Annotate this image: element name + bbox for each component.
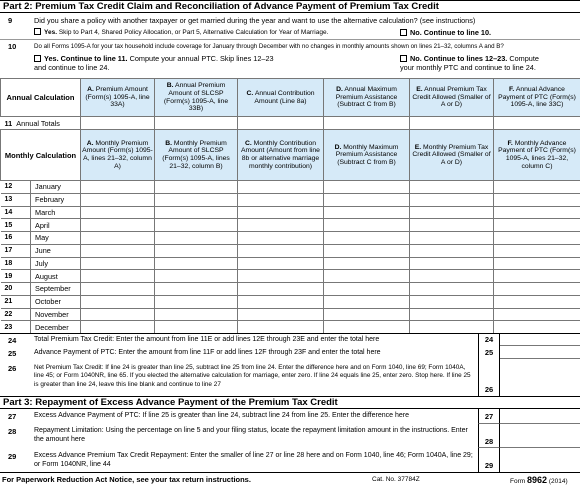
month-col-d-input[interactable]: [324, 193, 410, 206]
month-col-b-input[interactable]: [155, 193, 238, 206]
month-name: February: [31, 193, 81, 206]
month-col-c-input[interactable]: [238, 295, 324, 308]
divider: [0, 39, 580, 40]
month-col-a-input[interactable]: [81, 257, 155, 270]
month-line-number: 15: [1, 219, 31, 232]
annual-col-e-header: E. Annual Premium Tax Credit Allowed (Smaller of A or D): [410, 79, 494, 117]
form-year: (2014): [548, 478, 568, 485]
line29-number: 29: [8, 452, 17, 461]
month-col-e-input[interactable]: [410, 283, 494, 296]
month-name: June: [31, 244, 81, 257]
monthly-row: [1, 321, 580, 334]
month-col-c-input[interactable]: [238, 193, 324, 206]
month-col-e-input[interactable]: [410, 181, 494, 194]
month-col-e-input[interactable]: [410, 257, 494, 270]
month-col-f-input[interactable]: [494, 193, 580, 206]
month-col-a-input[interactable]: [81, 219, 155, 232]
month-col-e-input[interactable]: [410, 219, 494, 232]
month-col-a-input[interactable]: [81, 193, 155, 206]
month-col-c-input[interactable]: [238, 308, 324, 321]
part2-header: [0, 0, 580, 13]
line26-input[interactable]: [500, 359, 580, 396]
line24-text: Total Premium Tax Credit: Enter the amount from line 11E or add lines 12E through 23E and enter the total here: [34, 336, 380, 343]
monthly-col-a-header: A. Monthly Premium Amount (Form(s) 1095-A, lines 21–32, column A): [81, 130, 155, 181]
month-name: August: [31, 270, 81, 283]
month-col-f-input[interactable]: [494, 206, 580, 219]
line28-number: 28: [8, 427, 17, 436]
line10-no-checkbox[interactable]: [400, 55, 407, 62]
line9-yes-text: Skip to Part 4, Shared Policy Allocation, or Part 5, Alternative Calculation for Year of Marriage.: [58, 29, 329, 36]
monthly-col-f-header: F. Monthly Advance Payment of PTC (Form(s) 1095-A, lines 21–32, column C): [494, 130, 580, 181]
month-col-f-input[interactable]: [494, 283, 580, 296]
month-col-c-input[interactable]: [238, 219, 324, 232]
line11-e-input[interactable]: [410, 117, 494, 130]
annual-col-c-header: C. Annual Contribution Amount (Line 8a): [238, 79, 324, 117]
annual-calculation-table: [0, 78, 580, 130]
line27-input[interactable]: [500, 409, 580, 424]
month-col-b-input[interactable]: [155, 206, 238, 219]
line10-yes-option[interactable]: [34, 54, 364, 72]
month-line-number: 23: [1, 321, 31, 334]
line9-no-checkbox[interactable]: [400, 29, 407, 36]
month-line-number: 21: [1, 295, 31, 308]
line29-text: Excess Advance Premium Tax Credit Repayment: Enter the smaller of line 27 or line 28 here and on Form 1040, line 46; Form 1040A, line 29; or Form 1040NR, line 44: [34, 452, 473, 468]
monthly-row: [1, 270, 580, 283]
month-col-d-input[interactable]: [324, 232, 410, 245]
part3-header: [0, 396, 580, 409]
month-col-d-input[interactable]: [324, 295, 410, 308]
month-col-a-input[interactable]: [81, 244, 155, 257]
monthly-col-d-header: D. Monthly Maximum Premium Assistance (Subtract C from B): [324, 130, 410, 181]
line24-box-label: 24: [478, 333, 500, 346]
month-col-b-input[interactable]: [155, 219, 238, 232]
line10-no-text: Compute: [509, 54, 539, 63]
month-line-number: 18: [1, 257, 31, 270]
month-name: May: [31, 232, 81, 245]
month-col-f-input[interactable]: [494, 321, 580, 334]
line9-no-option[interactable]: [400, 28, 578, 37]
month-name: April: [31, 219, 81, 232]
monthly-row: [1, 181, 580, 194]
monthly-row: [1, 206, 580, 219]
month-name: September: [31, 283, 81, 296]
line10-no-label: No. Continue to lines 12–23.: [410, 54, 508, 63]
month-col-b-input[interactable]: [155, 295, 238, 308]
month-name: January: [31, 181, 81, 194]
month-col-c-input[interactable]: [238, 257, 324, 270]
line27-text: Excess Advance Payment of PTC: If line 25 is greater than line 24, subtract line 24 from line 25. Enter the difference here: [34, 412, 409, 419]
line11-f-input[interactable]: [494, 117, 580, 130]
line25-input[interactable]: [500, 346, 580, 359]
month-col-a-input[interactable]: [81, 206, 155, 219]
month-col-d-input[interactable]: [324, 206, 410, 219]
month-col-f-input[interactable]: [494, 232, 580, 245]
month-col-b-input[interactable]: [155, 283, 238, 296]
line9-number: 9: [8, 16, 13, 25]
paperwork-notice: For Paperwork Reduction Act Notice, see your tax return instructions.: [2, 475, 251, 484]
month-col-d-input[interactable]: [324, 244, 410, 257]
month-col-c-input[interactable]: [238, 206, 324, 219]
month-col-a-input[interactable]: [81, 181, 155, 194]
month-name: December: [31, 321, 81, 334]
month-col-a-input[interactable]: [81, 295, 155, 308]
line25-number: 25: [8, 349, 17, 358]
monthly-calculation-table: [0, 129, 580, 334]
line9-yes-checkbox[interactable]: [34, 28, 41, 35]
month-col-e-input[interactable]: [410, 206, 494, 219]
line10-yes-text: Compute your annual PTC. Skip lines 12–23: [129, 54, 274, 63]
monthly-row: [1, 219, 580, 232]
part2-title: Part 2: Premium Tax Credit Claim and Reconciliation of Advance Payment of Premium Tax Credit: [3, 1, 439, 12]
month-col-e-input[interactable]: [410, 193, 494, 206]
month-col-b-input[interactable]: [155, 244, 238, 257]
month-col-a-input[interactable]: [81, 283, 155, 296]
month-col-a-input[interactable]: [81, 321, 155, 334]
monthly-row: [1, 244, 580, 257]
month-col-e-input[interactable]: [410, 308, 494, 321]
month-col-d-input[interactable]: [324, 321, 410, 334]
month-name: November: [31, 308, 81, 321]
month-col-b-input[interactable]: [155, 181, 238, 194]
line9-yes-option[interactable]: [34, 28, 404, 37]
month-col-f-input[interactable]: [494, 219, 580, 232]
line11-number: 11: [4, 118, 13, 128]
line11-label-cell: [1, 117, 81, 130]
month-col-d-input[interactable]: [324, 270, 410, 283]
month-line-number: 14: [1, 206, 31, 219]
monthly-col-b-header: B. Monthly Premium Amount of SLCSP (Form(s) 1095-A, lines 21–32, column B): [155, 130, 238, 181]
line26-text: Net Premium Tax Credit: If line 24 is greater than line 25, subtract line 25 from line 24. Enter the difference here and on Form 1040, line 69; Form 1040A, line 45; or Form 1040NR, line 65. If you elected the alternative calculation for marriage, enter zero. If line 24 equals line 25, enter zero. Stop here. If line 25 is greater than line 24, leave this line blank and continue to line 27: [34, 364, 471, 388]
line10-yes-checkbox[interactable]: [34, 55, 41, 62]
line11-c-input[interactable]: [238, 117, 324, 130]
month-col-e-input[interactable]: [410, 295, 494, 308]
line26-box-label: 26: [478, 359, 500, 396]
month-col-c-input[interactable]: [238, 244, 324, 257]
month-col-e-input[interactable]: [410, 270, 494, 283]
month-col-b-input[interactable]: [155, 308, 238, 321]
line27-number: 27: [8, 412, 17, 421]
line28-text: Repayment Limitation: Using the percentage on line 5 and your filing status, locate the repayment limitation amount in the instructions. Enter the amount here: [34, 427, 468, 443]
month-line-number: 17: [1, 244, 31, 257]
annual-col-a-header: A. Premium Amount (Form(s) 1095-A, line 33A): [81, 79, 155, 117]
annual-calculation-label: Annual Calculation: [1, 79, 81, 117]
line26-number: 26: [8, 364, 17, 373]
line28-input[interactable]: [500, 424, 580, 448]
month-col-b-input[interactable]: [155, 270, 238, 283]
form-id: [510, 474, 568, 487]
month-col-a-input[interactable]: [81, 232, 155, 245]
month-col-c-input[interactable]: [238, 321, 324, 334]
month-col-f-input[interactable]: [494, 181, 580, 194]
month-col-d-input[interactable]: [324, 181, 410, 194]
month-col-d-input[interactable]: [324, 257, 410, 270]
monthly-col-e-header: E. Monthly Premium Tax Credit Allowed (Smaller of A or D): [410, 130, 494, 181]
month-col-d-input[interactable]: [324, 219, 410, 232]
month-col-d-input[interactable]: [324, 308, 410, 321]
form-footer: [0, 472, 580, 487]
line25-box-label: 25: [478, 346, 500, 359]
month-col-e-input[interactable]: [410, 244, 494, 257]
monthly-calculation-label: Monthly Calculation: [1, 130, 81, 181]
month-line-number: 12: [1, 181, 31, 194]
line9-question: Did you share a policy with another taxpayer or get married during the year and want to use the alternative calculation? (see instructions): [34, 16, 476, 25]
month-name: March: [31, 206, 81, 219]
month-col-c-input[interactable]: [238, 283, 324, 296]
line29-input[interactable]: [500, 448, 580, 472]
month-col-c-input[interactable]: [238, 270, 324, 283]
month-col-c-input[interactable]: [238, 181, 324, 194]
annual-col-f-header: F. Annual Advance Payment of PTC (Form(s) 1095-A, line 33C): [494, 79, 580, 117]
month-col-e-input[interactable]: [410, 232, 494, 245]
line11-d-input[interactable]: [324, 117, 410, 130]
month-col-a-input[interactable]: [81, 270, 155, 283]
month-line-number: 13: [1, 193, 31, 206]
month-line-number: 16: [1, 232, 31, 245]
month-col-a-input[interactable]: [81, 308, 155, 321]
line10-number: 10: [8, 42, 17, 51]
annual-col-b-header: B. Annual Premium Amount of SLCSP (Form(s) 1095-A, line 33B): [155, 79, 238, 117]
monthly-row: [1, 308, 580, 321]
line9-no-label: No. Continue to line 10.: [410, 28, 492, 37]
catalog-number: Cat. No. 37784Z: [372, 476, 420, 483]
line24-input[interactable]: [500, 333, 580, 346]
month-col-b-input[interactable]: [155, 232, 238, 245]
line10-yes-text2: and continue to line 24.: [34, 63, 110, 72]
line25-text: Advance Payment of PTC: Enter the amount from line 11F or add lines 12F through 23F and enter the total here: [34, 349, 381, 356]
month-col-b-input[interactable]: [155, 321, 238, 334]
month-col-d-input[interactable]: [324, 283, 410, 296]
line9-yes-label: Yes.: [44, 29, 58, 36]
month-col-f-input[interactable]: [494, 244, 580, 257]
month-col-f-input[interactable]: [494, 295, 580, 308]
month-line-number: 22: [1, 308, 31, 321]
annual-col-d-header: D. Annual Maximum Premium Assistance (Subtract C from B): [324, 79, 410, 117]
month-col-b-input[interactable]: [155, 257, 238, 270]
part3-title: Part 3: Repayment of Excess Advance Payment of the Premium Tax Credit: [3, 397, 338, 408]
month-col-f-input[interactable]: [494, 270, 580, 283]
line10-no-option[interactable]: [400, 54, 578, 72]
line10-no-text2: your monthly PTC and continue to line 24.: [400, 63, 536, 72]
line10-yes-label: Yes. Continue to line 11.: [44, 54, 128, 63]
line28-box-label: 28: [478, 424, 500, 448]
line10-question: Do all Forms 1095-A for your tax household include coverage for January through December with no changes in monthly amounts shown on lines 21–32, columns A and B?: [34, 43, 504, 50]
line11-a-input[interactable]: [81, 117, 155, 130]
month-col-c-input[interactable]: [238, 232, 324, 245]
form-number: 8962: [526, 475, 548, 485]
line24-number: 24: [8, 336, 17, 345]
month-line-number: 19: [1, 270, 31, 283]
month-name: July: [31, 257, 81, 270]
line27-box-label: 27: [478, 409, 500, 424]
month-col-e-input[interactable]: [410, 321, 494, 334]
month-line-number: 20: [1, 283, 31, 296]
monthly-row: [1, 257, 580, 270]
line11-label: Annual Totals: [16, 118, 60, 128]
form-label: Form: [510, 478, 526, 485]
month-col-f-input[interactable]: [494, 308, 580, 321]
monthly-row: [1, 193, 580, 206]
line29-box-label: 29: [478, 448, 500, 472]
monthly-col-c-header: C. Monthly Contribution Amount (Amount from line 8b or alternative marriage monthly contribution): [238, 130, 324, 181]
monthly-row: [1, 295, 580, 308]
month-name: October: [31, 295, 81, 308]
line11-b-input[interactable]: [155, 117, 238, 130]
monthly-row: [1, 283, 580, 296]
monthly-row: [1, 232, 580, 245]
month-col-f-input[interactable]: [494, 257, 580, 270]
